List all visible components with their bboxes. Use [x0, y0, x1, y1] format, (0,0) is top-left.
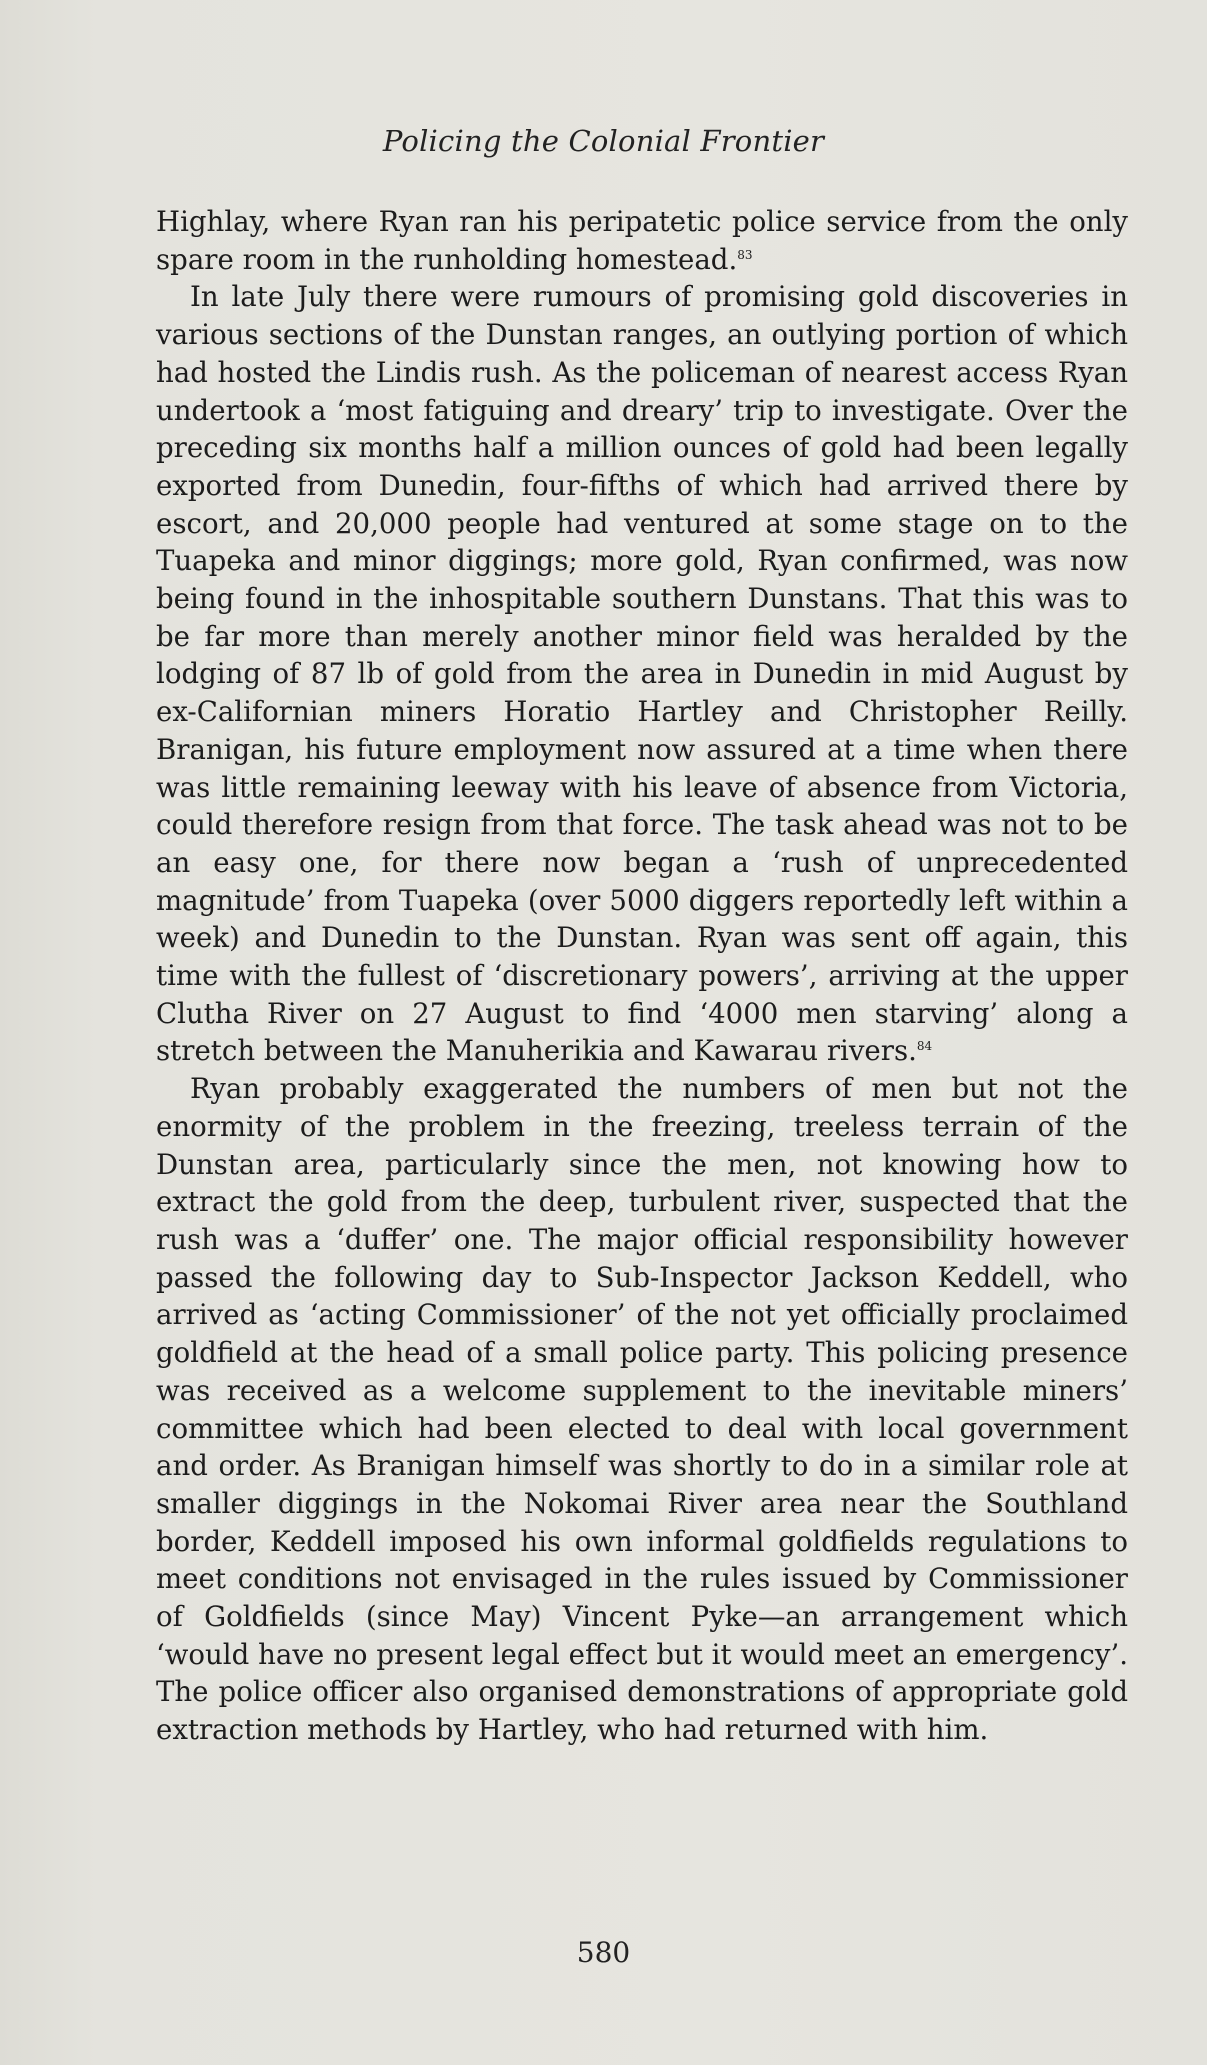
paragraph-text: Ryan probably exaggerated the numbers of men but not the enormity of the problem in the freezing, treeless terrain of the Dunstan area, particularly since the men, not knowing how to extract the gold from the deep, turbulent river, suspected that the rush was a ‘duffer’ one. The major official responsibility however passed the following day to Sub-Inspector Jackson Keddell, who arrived as ‘acting Commissioner’ of the not yet officially proclaimed goldfield at the head of a small police party. This policing presence was received as a welcome supplement to the inevitable miners’ committee which had been elected to deal with local government and order. As Branigan himself was shortly to do in a similar role at smaller diggings in the Nokomai River area near the Southland border, Keddell imposed his own informal goldfields regulations to meet conditions not envisaged in the rules issued by Commissioner of Goldfields (since May) Vincent Pyke—an arrangement which ‘would have no present legal effect but it would meet an emergency’. The police officer also organised demonstrations of appropriate gold extraction methods by Hartley, who had returned with him. — [156, 1072, 1128, 1747]
footnote-marker: 83 — [737, 247, 753, 262]
paragraph-text: In late July there were rumours of promising gold discoveries in various sections of the Dunstan ranges, an outlying portion of which had hosted the Lindis rush. As the policeman of nearest access Ryan undertook a ‘most fatiguing and dreary’ trip to investigate. Over the preceding six months half a million ounces of gold had been legally exported from Dunedin, four-fifths of which had arrived there by escort, and 20,000 people had ventured at some stage on to the Tuapeka and minor diggings; more gold, Ryan confirmed, was now being found in the inhospitable southern Dunstans. That this was to be far more than merely another minor field was heralded by the lodging of 87 lb of gold from the area in Dunedin in mid August by ex-Californian miners Horatio Hartley and Christopher Reilly. Branigan, his future employment now assured at a time when there was little remaining leeway with his leave of absence from Victoria, could therefore resign from that force. The task ahead was not to be an easy one, for there now began a ‘rush of unprecedented magnitude’ from Tuapeka (over 5000 diggers reportedly left within a week) and Dunedin to the Dunstan. Ryan was sent off again, this time with the fullest of ‘discretionary powers’, arriving at the upper Clutha River on 27 August to find ‘4000 men starving’ along a stretch between the Manuherikia and Kawarau rivers. — [156, 280, 1128, 1068]
paragraph — [156, 278, 1128, 1070]
paragraph — [156, 203, 1128, 278]
body-text — [156, 203, 1128, 1749]
running-head: Policing the Colonial Frontier — [382, 124, 825, 158]
page-number: 580 — [576, 1936, 631, 1969]
paragraph — [156, 1070, 1128, 1749]
paragraph-text: Highlay, where Ryan ran his peripatetic police service from the only spare room in the runholding homestead. — [156, 205, 1128, 276]
footnote-marker: 84 — [916, 1039, 933, 1054]
